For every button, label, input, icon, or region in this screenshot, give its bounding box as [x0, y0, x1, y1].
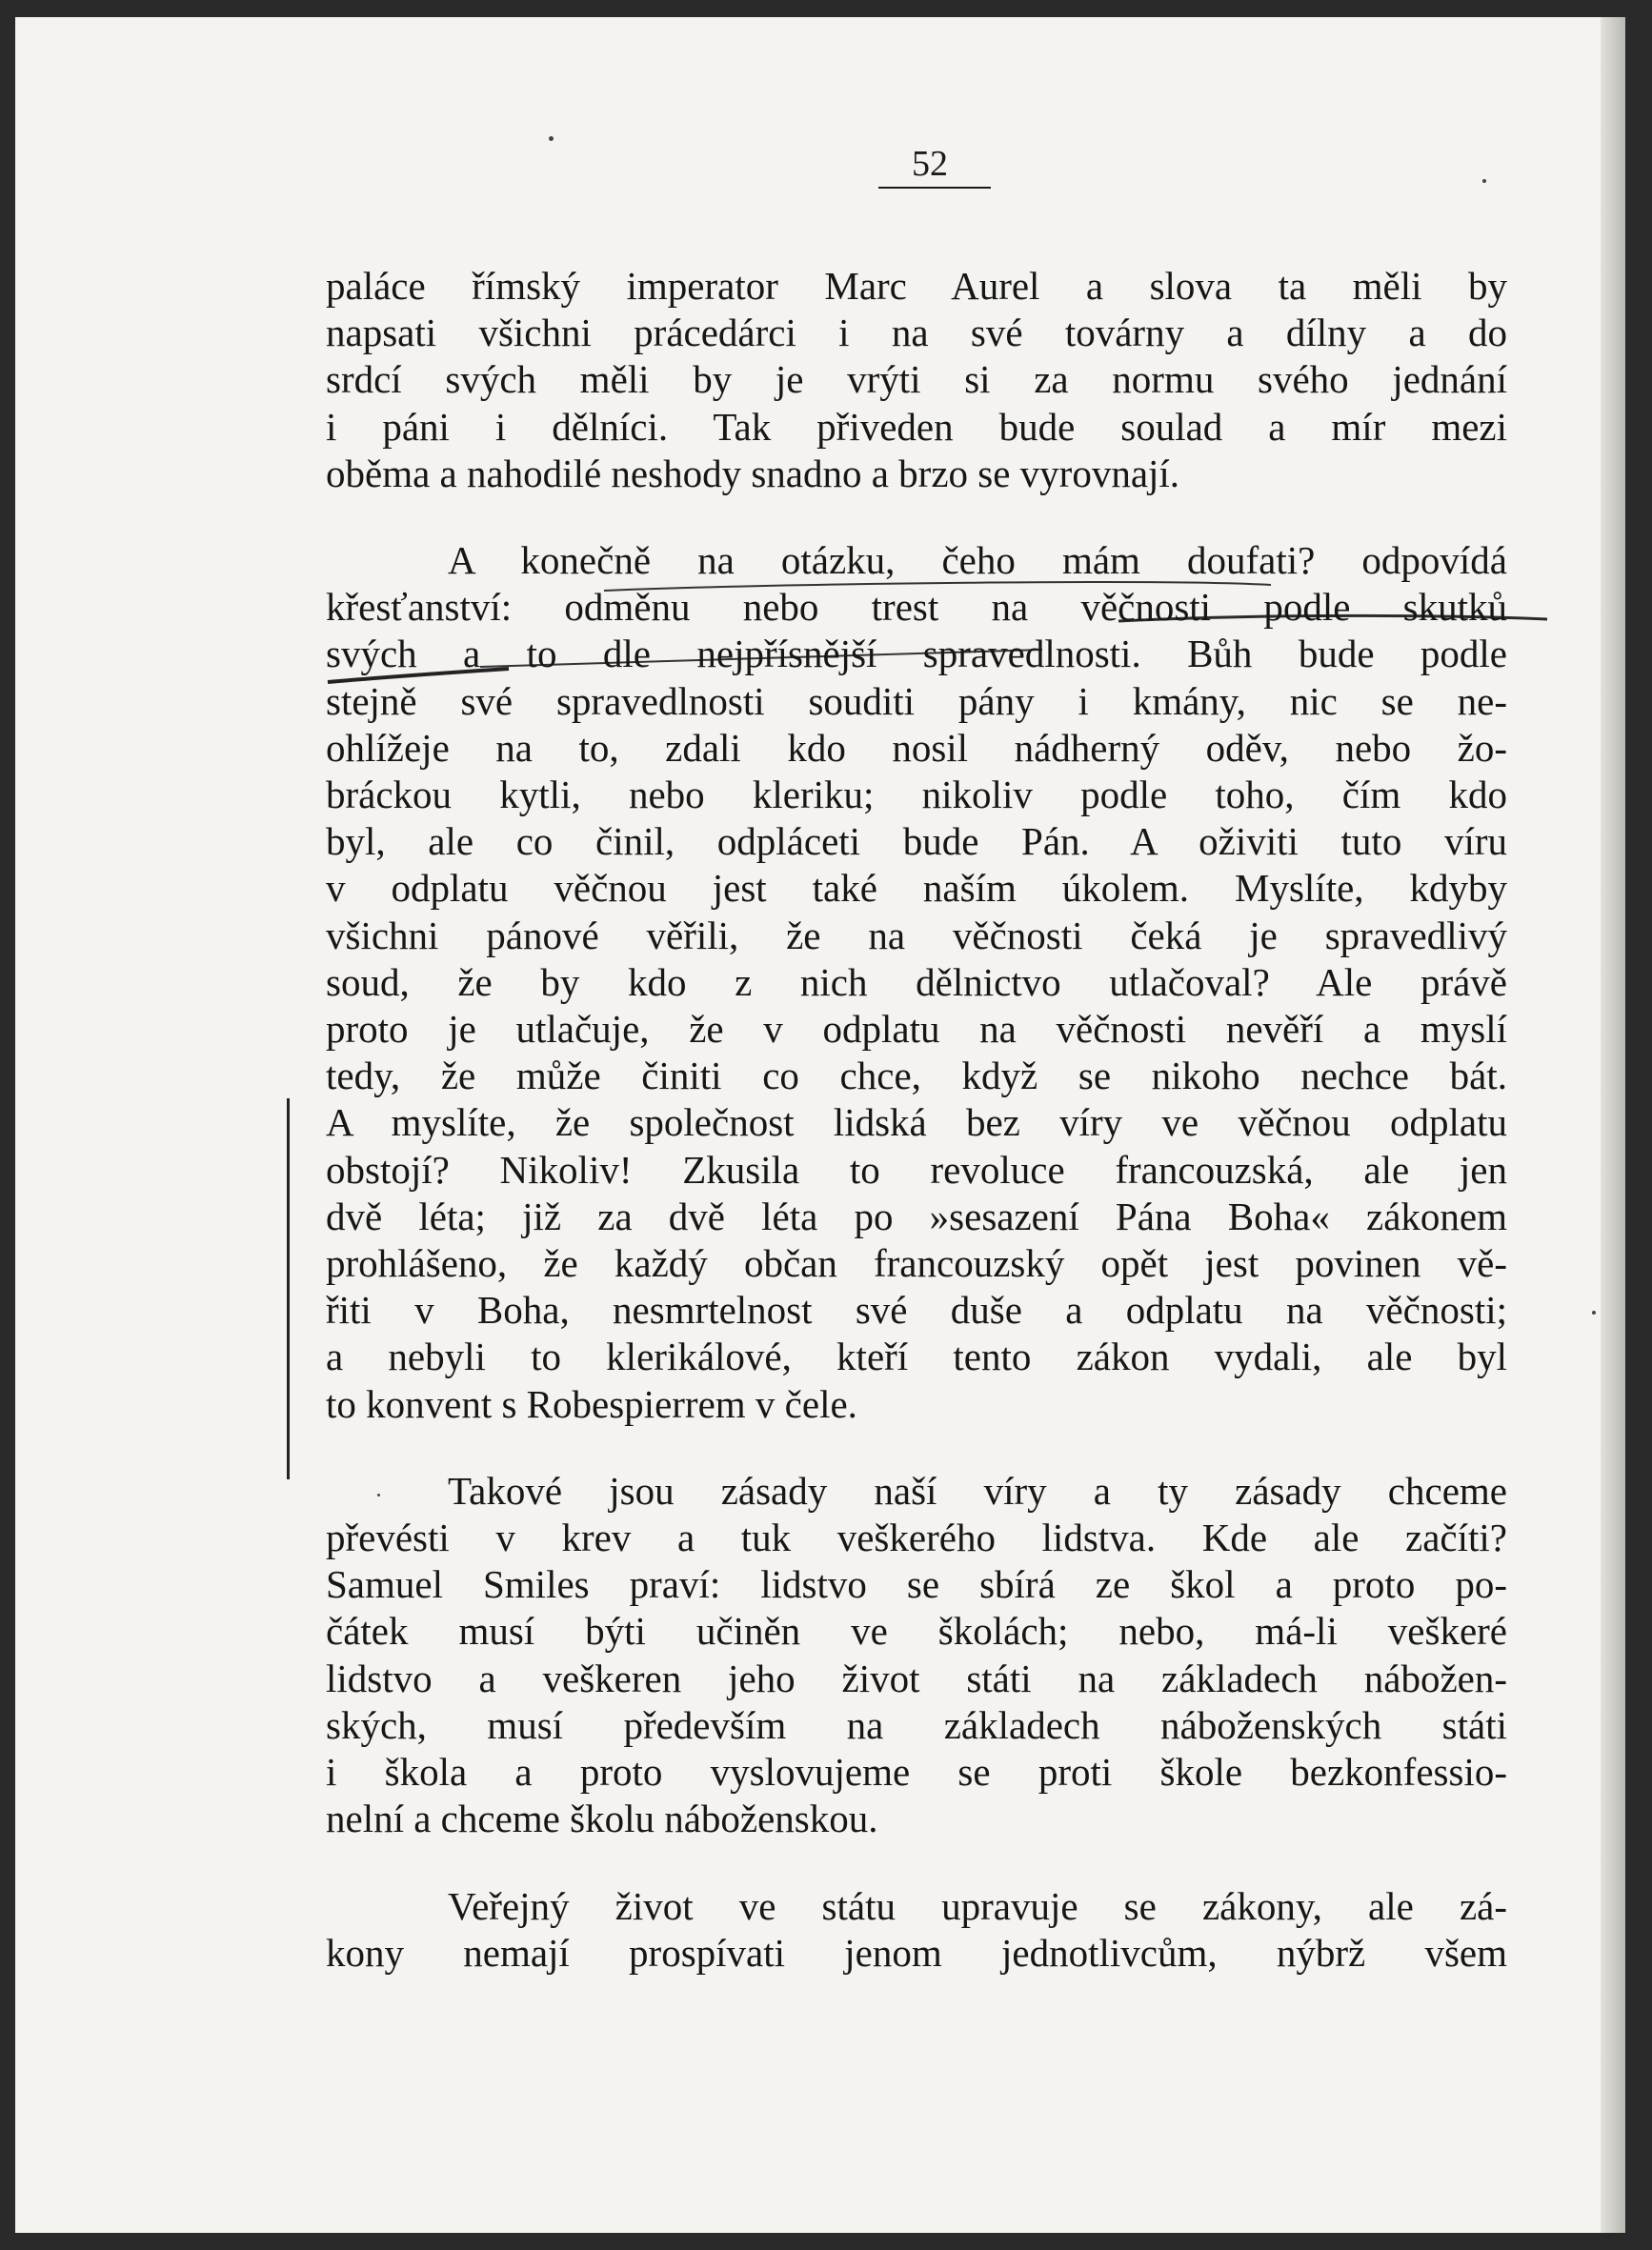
paragraph-4 — [326, 1883, 1507, 1977]
text-line: obstojí? Nikoliv! Zkusila to revoluce francouzská, ale jen — [326, 1147, 1507, 1192]
text-line: napsati všichni prácedárci i na své továrny a dílny a do — [326, 311, 1507, 355]
text-line: byl, ale co činil, odpláceti bude Pán. A oživiti tuto víru — [326, 819, 1507, 864]
page-number: 52 — [912, 144, 948, 184]
text-line: stejně své spravedlnosti souditi pány i kmány, nic se ne- — [326, 678, 1507, 723]
text-line: soud, že by kdo z nich dělnictvo utlačoval? Ale právě — [326, 959, 1507, 1004]
text-line: svých a to dle nejpřísnější spravedlnosti. Bůh bude podle — [326, 632, 1507, 676]
body-text — [326, 263, 1507, 1977]
text-line: bráckou kytli, nebo kleriku; nikoliv podle toho, čím kdo — [326, 773, 1507, 817]
text-line: Veřejný život ve státu upravuje se zákony, ale zá- — [448, 1883, 1507, 1928]
text-line: kony nemají prospívati jenom jednotlivcům, nýbrž všem — [326, 1930, 1507, 1975]
text-line: v odplatu věčnou jest také naším úkolem. Myslíte, kdyby — [326, 866, 1507, 911]
paragraph-1 — [326, 263, 1507, 497]
text-line: převésti v krev a tuk veškerého lidstva. Kde ale začíti? — [326, 1516, 1507, 1560]
text-line: ohlížeje na to, zdali kdo nosil nádherný oděv, nebo žo- — [326, 725, 1507, 770]
paper-speck — [549, 136, 554, 141]
text-line: a nebyli to klerikálové, kteří tento zákon vydali, ale byl — [326, 1335, 1507, 1379]
text-line: ských, musí především na základech náboženských státi — [326, 1702, 1507, 1747]
text-line: nelní a chceme školu náboženskou. — [326, 1797, 878, 1841]
text-line: A konečně na otázku, čeho mám doufati? odpovídá — [448, 538, 1507, 583]
text-line: proto je utlačuje, že v odplatu na věčnosti nevěří a myslí — [326, 1007, 1507, 1052]
text-line: oběma a nahodilé neshody snadno a brzo se vyrovnají. — [326, 451, 1180, 495]
text-line: A myslíte, že společnost lidská bez víry ve věčnou odplatu — [326, 1100, 1507, 1145]
text-line: lidstvo a veškeren jeho život státi na základech nábožen- — [326, 1656, 1507, 1700]
text-line: srdcí svých měli by je vrýti si za normu svého jednání — [326, 357, 1507, 402]
page-spine-shadow — [1601, 17, 1625, 2233]
text-line: Takové jsou zásady naší víry a ty zásady chceme — [448, 1468, 1507, 1513]
text-line: křesťanství: odměnu nebo trest na věčnosti podle skutků — [326, 585, 1507, 630]
text-line: i škola a proto vyslovujeme se proti škole bezkonfessio- — [326, 1750, 1507, 1795]
text-line: tedy, že může činiti co chce, když se nikoho nechce bát. — [326, 1054, 1507, 1098]
page-number-underline — [878, 187, 991, 189]
margin-marking-line — [287, 1098, 290, 1479]
text-line: řiti v Boha, nesmrtelnost své duše a odplatu na věčnosti; — [326, 1288, 1507, 1333]
text-line: dvě léta; již za dvě léta po »sesazení Pána Boha« zákonem — [326, 1194, 1507, 1238]
paragraph-gap — [326, 497, 1507, 537]
text-line: čátek musí býti učiněn ve školách; nebo, má-li veškeré — [326, 1609, 1507, 1654]
text-line: to konvent s Robespierrem v čele. — [326, 1381, 857, 1426]
text-line: i páni i dělníci. Tak přiveden bude soulad a mír mezi — [326, 404, 1507, 449]
paragraph-3 — [326, 1468, 1507, 1843]
text-line: paláce římský imperator Marc Aurel a slova ta měli by — [326, 264, 1507, 308]
text-line: Samuel Smiles praví: lidstvo se sbírá ze škol a proto po- — [326, 1562, 1507, 1607]
text-line: všichni pánové věřili, že na věčnosti čeká je spravedlivý — [326, 913, 1507, 957]
paragraph-gap — [326, 1843, 1507, 1883]
paper-speck — [1482, 179, 1486, 183]
paragraph-2 — [326, 537, 1507, 1428]
book-page — [15, 17, 1625, 2233]
text-line: prohlášeno, že každý občan francouzský opět jest povinen vě- — [326, 1241, 1507, 1286]
paragraph-gap — [326, 1428, 1507, 1468]
paper-speck — [1592, 1311, 1596, 1315]
